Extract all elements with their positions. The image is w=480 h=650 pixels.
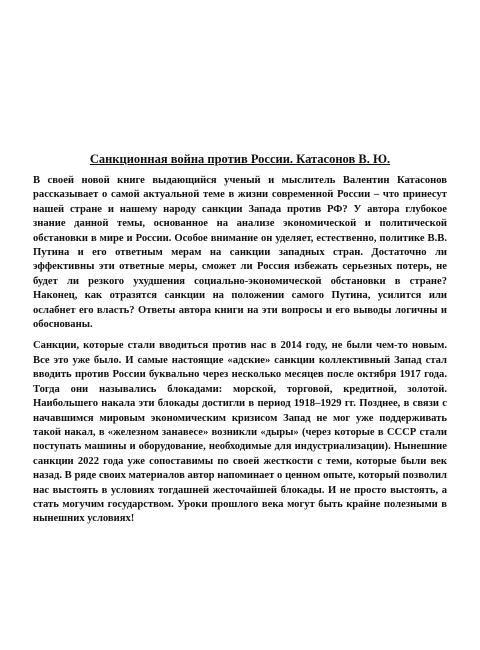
paragraph-history: Санкции, которые стали вводиться против нас в 2014 году, не были чем-то новым. Все это уже было. И самые настоящие «адские» санкции коллективный Запад стал вводить против России буквально через несколько месяцев после октября 1917 года. Тогда они назывались блокадами: морской, торговой, кредитной, золотой. Наибольшего накала эти блокады достигли в период 1918–1929 гг. Позднее, в связи с начавшимся мировым экономическим кризисом Запад не мог уже поддерживать такой накал, в «железном занавесе» возникли «дыры» (через которые в СССР стали поступать машины и оборудование, необходимые для индустриализации). Нынешние санкции 2022 года уже сопоставимы по своей жесткости с теми, которые были век назад. В ряде своих материалов автор напоминает о ценном опыте, который позволил нас выстоять в условиях тогдашней жесточайшей блокады. И не просто выстоять, а стать могучим государством. Уроки прошлого века могут быть крайне полезными в нынешних условиях!: [33, 340, 447, 525]
document-title: Санкционная война против России. Катасонов В. Ю.: [89, 152, 391, 166]
paragraph-intro: В своей новой книге выдающийся ученый и мыслитель Валентин Катасонов рассказывает о самой актуальной теме в жизни современной России – что принесут нашей стране и нашему народу санкции Запада против РФ? У автора глубокое знание данной темы, основанное на анализе экономической и политической обстановки в мире и России. Особое внимание он уделяет, естественно, политике В.В. Путина и его ответным мерам на санкции западных стран. Достаточно ли эффективны эти ответные меры, сможет ли Россия избежать серьезных потерь, не будет ли резкого ухудшения социально-экономической обстановки в стране? Наконец, как отразятся санкции на положении самого Путина, усилится или ослабнет его власть? Ответы автора книги на эти вопросы и его выводы логичны и обоснованы.: [33, 175, 447, 331]
